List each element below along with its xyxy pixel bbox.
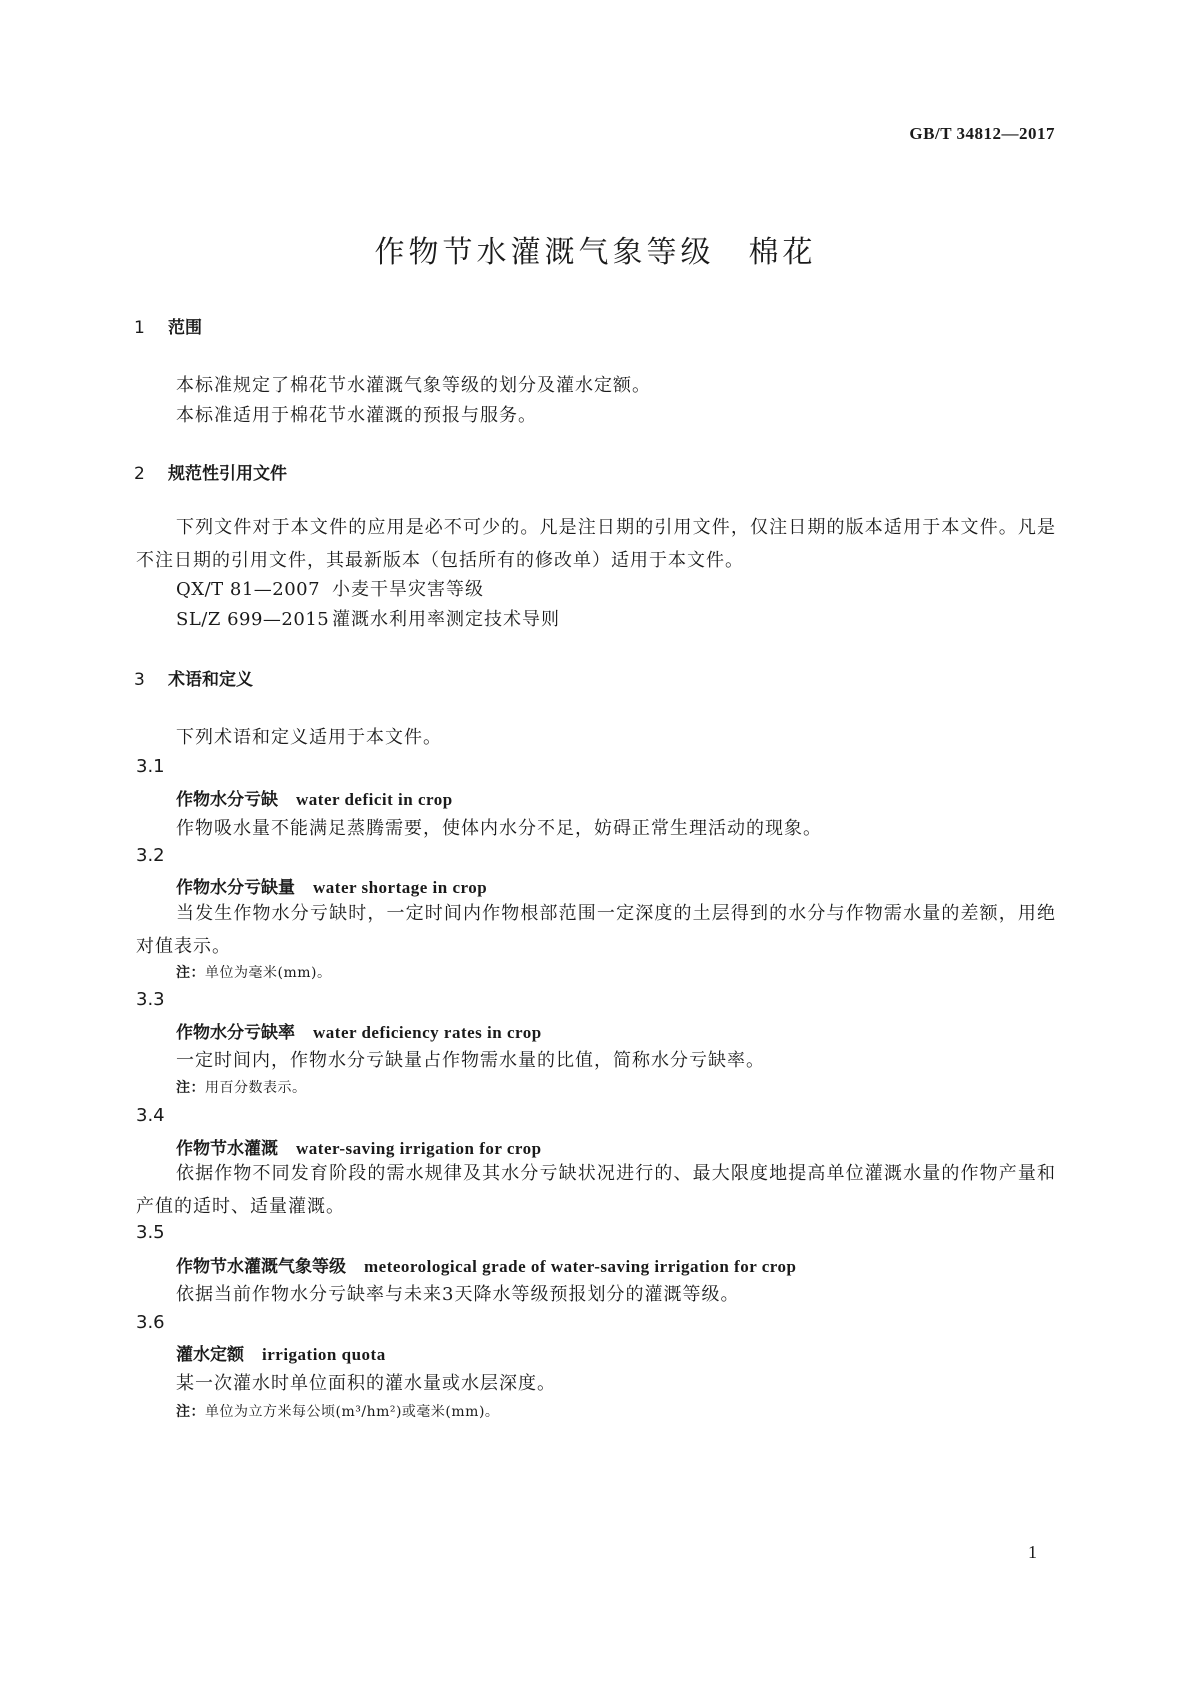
- clause-number: 3.1: [136, 756, 165, 777]
- term-definition: 某一次灌水时单位面积的灌水量或水层深度。: [176, 1373, 556, 1394]
- term-zh: 作物水分亏缺量: [176, 878, 295, 898]
- section-number: 3: [134, 670, 145, 690]
- reference-item: [176, 605, 560, 631]
- term-zh: 作物水分亏缺: [176, 790, 278, 810]
- section-title: 术语和定义: [168, 670, 253, 690]
- clause-number: 3.5: [136, 1222, 165, 1243]
- reference-code: QX/T 81—2007: [176, 579, 321, 600]
- scope-paragraph-2: 本标准适用于棉花节水灌溉的预报与服务。: [176, 405, 537, 426]
- term-zh: 作物水分亏缺率: [176, 1023, 295, 1043]
- note-label: 注：: [176, 965, 205, 981]
- normative-references-intro: 下列文件对于本文件的应用是必不可少的。凡是注日期的引用文件，仅注日期的版本适用于本文件。凡是不注日期的引用文件，其最新版本（包括所有的修改单）适用于本文件。: [136, 517, 1056, 571]
- term-zh: 作物节水灌溉: [176, 1139, 278, 1159]
- term-note: [176, 962, 331, 982]
- document-title: 作物节水灌溉气象等级 棉花: [374, 235, 817, 270]
- reference-item: [176, 575, 484, 601]
- section-title: 规范性引用文件: [168, 464, 287, 484]
- term-en: water deficit in crop: [296, 790, 453, 809]
- term-heading: [176, 1340, 386, 1365]
- term-heading: [176, 873, 487, 898]
- term-note: [176, 1401, 499, 1421]
- term-en: water deficiency rates in crop: [313, 1023, 542, 1042]
- note-text: 用百分数表示。: [205, 1080, 307, 1096]
- section-1-heading: [134, 313, 202, 338]
- section-3-heading: [134, 665, 253, 690]
- term-definition: 一定时间内，作物水分亏缺量占作物需水量的比值，简称水分亏缺率。: [176, 1050, 765, 1071]
- term-definition: 当发生作物水分亏缺时，一定时间内作物根部范围一定深度的土层得到的水分与作物需水量的差额，用绝对值表示。: [136, 903, 1056, 957]
- term-note: [176, 1077, 307, 1097]
- terms-intro: 下列术语和定义适用于本文件。: [176, 727, 442, 748]
- reference-name: 小麦干旱灾害等级: [332, 579, 484, 600]
- term-en: water shortage in crop: [313, 878, 488, 897]
- term-definition: 依据作物不同发育阶段的需水规律及其水分亏缺状况进行的、最大限度地提高单位灌溉水量的作物产量和产值的适时、适量灌溉。: [136, 1163, 1056, 1217]
- section-2-heading: [134, 459, 287, 484]
- note-text: 单位为立方米每公顷(m³/hm²)或毫米(mm)。: [205, 1404, 500, 1420]
- note-label: 注：: [176, 1404, 205, 1420]
- term-zh: 作物节水灌溉气象等级: [176, 1257, 346, 1277]
- term-heading: [176, 785, 453, 810]
- reference-name: 灌溉水利用率测定技术导则: [332, 609, 560, 630]
- section-number: 1: [134, 318, 145, 338]
- page-number: 1: [1028, 1542, 1037, 1562]
- term-heading: [176, 1018, 542, 1043]
- reference-code: SL/Z 699—2015: [176, 609, 330, 630]
- term-zh: 灌水定额: [176, 1345, 244, 1365]
- term-heading: [176, 1252, 796, 1277]
- term-heading: [176, 1134, 542, 1159]
- clause-number: 3.4: [136, 1105, 165, 1126]
- section-number: 2: [134, 464, 145, 484]
- note-label: 注：: [176, 1080, 205, 1096]
- note-text: 单位为毫米(mm)。: [205, 965, 332, 981]
- scope-paragraph-1: 本标准规定了棉花节水灌溉气象等级的划分及灌水定额。: [176, 375, 651, 396]
- standard-number: GB/T 34812—2017: [909, 124, 1055, 143]
- term-definition: 依据当前作物水分亏缺率与未来3天降水等级预报划分的灌溉等级。: [176, 1284, 740, 1305]
- term-en: water-saving irrigation for crop: [296, 1139, 542, 1158]
- term-en: meteorological grade of water-saving irrigation for crop: [364, 1257, 797, 1276]
- clause-number: 3.3: [136, 989, 165, 1010]
- clause-number: 3.2: [136, 845, 165, 866]
- term-definition: 作物吸水量不能满足蒸腾需要，使体内水分不足，妨碍正常生理活动的现象。: [176, 818, 822, 839]
- section-title: 范围: [168, 318, 202, 338]
- clause-number: 3.6: [136, 1312, 165, 1333]
- term-en: irrigation quota: [262, 1345, 386, 1364]
